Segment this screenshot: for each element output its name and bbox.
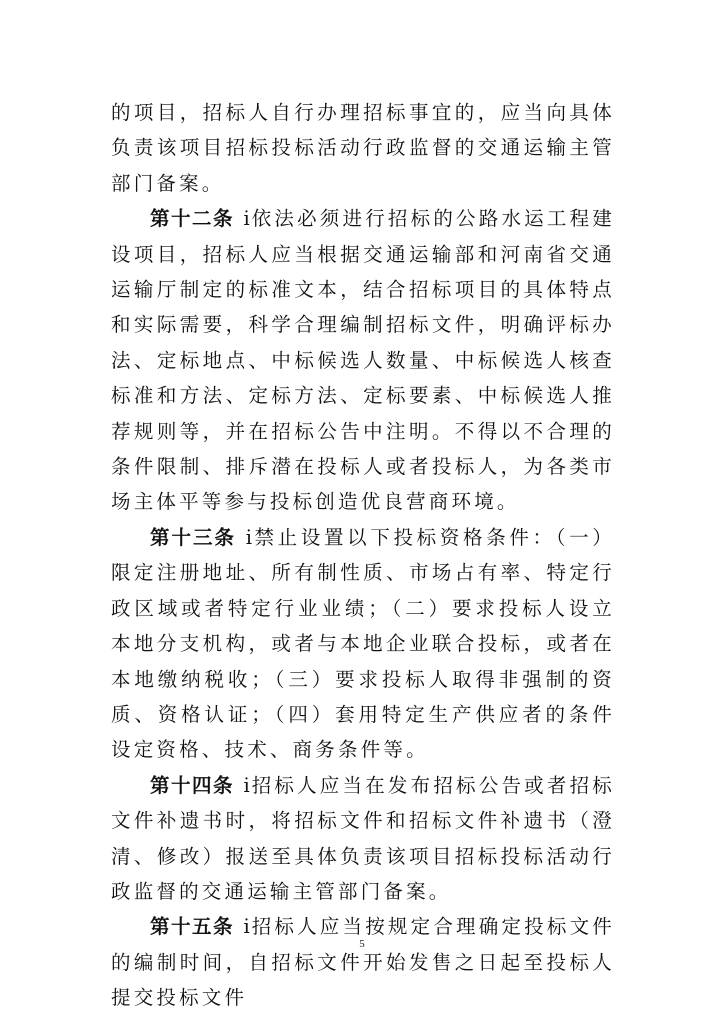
article-label: 第十三条	[150, 525, 236, 549]
paragraph-article-13	[111, 520, 615, 768]
paragraph-text: 招标人应当在发布招标公告或者招标文件补遗书时，将招标文件和招标文件补遗书（澄清、修改）报送至具体负责该项目招标投标活动行政监督的交通运输主管部门备案。	[111, 773, 615, 903]
article-label: 第十二条	[150, 207, 235, 231]
paragraph-text: 禁止设置以下投标资格条件：（一）限定注册地址、所有制性质、市场占有率、特定行政区域或者特定行业业绩；（二）要求投标人设立本地分支机构，或者与本地企业联合投标，或者在本地缴纳税收；（三）要求投标人取得非强制的资质、资格认证；（四）套用特定生产供应者的条件设定资格、技术、商务条件等。	[111, 525, 615, 762]
paragraph-continuation	[111, 95, 615, 201]
article-label: 第十四条	[150, 773, 235, 797]
article-marker: i	[243, 915, 250, 939]
article-label: 第十五条	[150, 915, 235, 939]
paragraph-article-12	[111, 201, 615, 520]
paragraph-text: 的项目，招标人自行办理招标事宜的，应当向具体负责该项目招标投标活动行政监督的交通运输主管部门备案。	[111, 101, 615, 195]
page-number: 5	[359, 938, 365, 950]
article-marker: i	[245, 525, 253, 549]
article-marker: i	[243, 773, 250, 797]
article-marker: i	[243, 207, 250, 231]
paragraph-text: 招标人应当按规定合理确定投标文件的编制时间，自招标文件开始发售之日起至投标人提交投标文件	[111, 915, 615, 1010]
document-body	[111, 95, 615, 1016]
paragraph-text: 依法必须进行招标的公路水运工程建设项目，招标人应当根据交通运输部和河南省交通运输厅制定的标准文本，结合招标项目的具体特点和实际需要，科学合理编制招标文件，明确评标办法、定标地点、中标候选人数量、中标候选人核查标准和方法、定标方法、定标要素、中标候选人推荐规则等，并在招标公告中注明。不得以不合理的条件限制、排斥潜在投标人或者投标人，为各类市场主体平等参与投标创造优良营商环境。	[111, 207, 615, 514]
paragraph-article-15	[111, 909, 615, 1015]
paragraph-article-14	[111, 768, 615, 910]
